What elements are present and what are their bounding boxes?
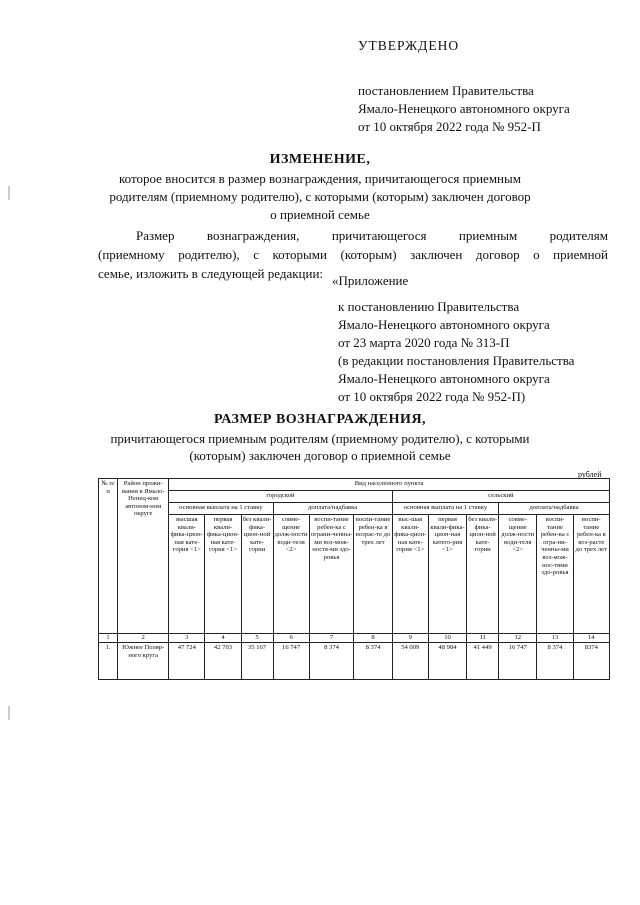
appendix-line: от 10 октября 2022 года № 952-П): [338, 389, 526, 404]
column-number: 1: [99, 634, 118, 643]
column-number: 14: [573, 634, 609, 643]
change-subtitle-line: о приемной семье: [270, 207, 370, 222]
table-cell: 41 449: [467, 643, 499, 680]
column-number: 13: [537, 634, 573, 643]
column-number: 9: [392, 634, 428, 643]
appendix-line: Ямало-Ненецкого автономного округа: [338, 317, 550, 332]
subheader: первая квали-фика-цион-ная кате-гория <1>: [205, 515, 241, 634]
paragraph-line: Размер вознаграждения, причитающегося приемным родителям: [136, 228, 608, 243]
column-number: 11: [467, 634, 499, 643]
appendix-line: к постановлению Правительства: [338, 299, 520, 314]
column-number: 4: [205, 634, 241, 643]
subheader: воспи-тание ребен-ка с огра-ни-ченны-ми воз-мож-нос-тями здо-ровья: [537, 515, 573, 634]
column-number: 2: [118, 634, 169, 643]
subheader: первая квали-фика-цион-ная катего-рия <1>: [428, 515, 466, 634]
currency-label: рублей: [578, 470, 602, 479]
change-subtitle-line: которое вносится в размер вознаграждения, причитающегося приемным: [119, 171, 521, 186]
column-number: 7: [309, 634, 354, 643]
header-basic-pay-urban: основная выплата на 1 ставку: [169, 503, 273, 515]
table-cell: 8 374: [537, 643, 573, 680]
header-urban: городской: [169, 491, 392, 503]
table-cell: 48 984: [428, 643, 466, 680]
table-cell: 8 374: [309, 643, 354, 680]
paragraph-line: (приемному родителю), с которыми (которым) заключен договор о приемной: [98, 247, 608, 262]
subheader: без квали-фика-цион-ной кате-гории: [241, 515, 273, 634]
approval-heading: УТВЕРЖДЕНО: [358, 38, 460, 53]
column-number: 10: [428, 634, 466, 643]
column-number: 8: [354, 634, 392, 643]
header-no: № п/п: [99, 479, 118, 634]
header-basic-pay-rural: основная выплата на 1 ставку: [392, 503, 498, 515]
subheader: совме-щение долж-ности води-теля <2>: [499, 515, 537, 634]
size-title: РАЗМЕР ВОЗНАГРАЖДЕНИЯ,: [213, 412, 427, 427]
row-no: 1.: [99, 643, 118, 680]
header-surcharge-rural: доплата/надбавка: [499, 503, 610, 515]
appendix-line: Ямало-Ненецкого автономного округа: [338, 371, 550, 386]
paragraph-line: семье, изложить в следующей редакции:: [98, 266, 324, 281]
approval-line: Ямало-Ненецкого автономного округа: [358, 101, 570, 116]
appendix-line: (в редакции постановления Правительства: [338, 353, 575, 368]
subheader: высшая квали-фика-цион-ная кате-гория <1>: [169, 515, 205, 634]
appendix-line: от 23 марта 2020 года № 313-П: [338, 335, 510, 350]
change-subtitle-line: родителям (приемному родителю), с которыми (которым) заключен договор: [109, 189, 531, 204]
subheader: воспи-тание ребен-ка в возрас-те до трех лет: [354, 515, 392, 634]
header-rural: сельский: [392, 491, 609, 503]
table-cell: 16 747: [499, 643, 537, 680]
subheader: воспи-тание ребен-ка с ограни-ченны-ми воз-мож-ностя-ми здо-ровья: [309, 515, 354, 634]
subheader: без квали-фика-цион-ной кате-гории: [467, 515, 499, 634]
subheader: воспи-тание ребен-ка в воз-расте до трех лет: [573, 515, 609, 634]
subheader: совме-щение долж-ности води-теля <2>: [273, 515, 309, 634]
subheader: выс-шая квали-фика-цион-ная кате-гория <1>: [392, 515, 428, 634]
table-cell: 8 374: [354, 643, 392, 680]
table-cell: 8374: [573, 643, 609, 680]
table-cell: 54 009: [392, 643, 428, 680]
table-cell: 16 747: [273, 643, 309, 680]
scan-margin-mark: [8, 186, 10, 200]
column-number: 12: [499, 634, 537, 643]
approval-line: постановлением Правительства: [358, 83, 534, 98]
size-subtitle-line: причитающегося приемным родителям (приемному родителю), с которыми: [110, 431, 530, 446]
size-subtitle-line: (которым) заключен договор о приемной семье: [189, 448, 451, 463]
appendix-label: «Приложение: [332, 273, 409, 288]
column-number: 6: [273, 634, 309, 643]
scan-margin-mark: [8, 706, 10, 720]
table-cell: 42 703: [205, 643, 241, 680]
column-number: 5: [241, 634, 273, 643]
column-number: 3: [169, 634, 205, 643]
remuneration-table: [98, 478, 610, 680]
row-region: Южнее Поляр-ного круга: [118, 643, 169, 680]
approval-line: от 10 октября 2022 года № 952-П: [358, 119, 541, 134]
table-cell: 47 724: [169, 643, 205, 680]
header-surcharge-urban: доплата/надбавка: [273, 503, 392, 515]
table-row: [99, 643, 610, 680]
table-cell: 35 167: [241, 643, 273, 680]
change-title: ИЗМЕНЕНИЕ,: [269, 152, 371, 167]
header-region: Район прожи-вания в Ямало-Ненец-ком автоном-ном округе: [118, 479, 169, 634]
header-settlement-type: Вид населенного пункта: [169, 479, 610, 491]
